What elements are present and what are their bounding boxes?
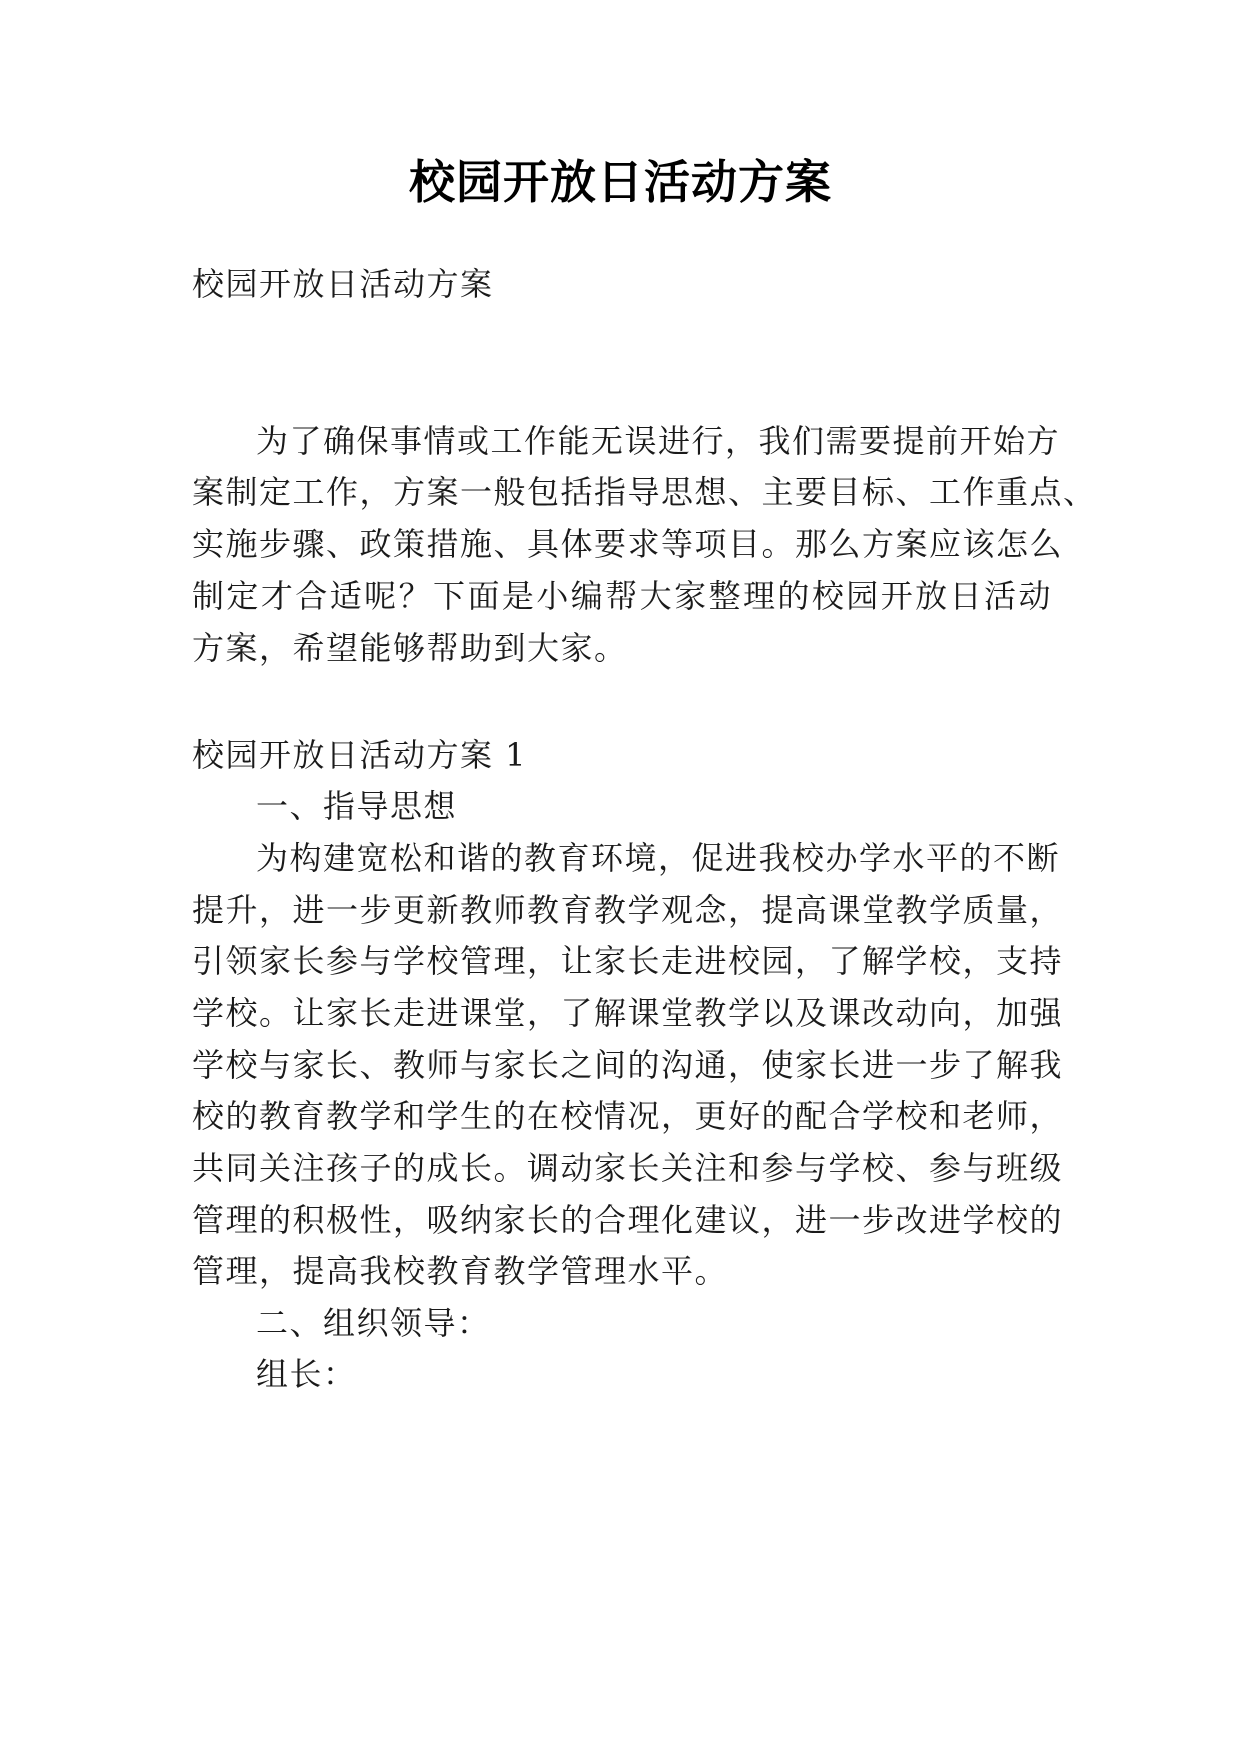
part1-line-5: 学校与家长、教师与家长之间的沟通，使家长进一步了解我 [192,1046,1064,1084]
part2-heading: 二、组织领导： [256,1304,491,1342]
intro-line-3: 实施步骤、政策措施、具体要求等项目。那么方案应该怎么 [192,525,1064,563]
intro-line-2: 案制定工作，方案一般包括指导思想、主要目标、工作重点、 [192,473,1097,511]
intro-line-1: 为了确保事情或工作能无误进行，我们需要提前开始方 [256,422,1061,460]
part1-line-4: 学校。让家长走进课堂，了解课堂教学以及课改动向，加强 [192,994,1064,1032]
section-heading: 校园开放日活动方案 1 [192,736,528,774]
part1-line-2: 提升，进一步更新教师教育教学观念，提高课堂教学质量， [192,891,1064,929]
group-leader-label: 组长： [256,1355,357,1393]
part1-heading: 一、指导思想 [256,787,458,825]
part1-line-3: 引领家长参与学校管理，让家长走进校园，了解学校，支持 [192,942,1064,980]
intro-line-4: 制定才合适呢？下面是小编帮大家整理的校园开放日活动 [192,577,1052,615]
part1-line-6: 校的教育教学和学生的在校情况，更好的配合学校和老师， [192,1097,1064,1135]
document-subtitle: 校园开放日活动方案 [192,265,494,303]
intro-line-5: 方案，希望能够帮助到大家。 [192,629,628,667]
part1-line-1: 为构建宽松和谐的教育环境，促进我校办学水平的不断 [256,839,1061,877]
document-title: 校园开放日活动方案 [409,155,832,209]
part1-line-8: 管理的积极性，吸纳家长的合理化建议，进一步改进学校的 [192,1201,1064,1239]
part1-line-9: 管理，提高我校教育教学管理水平。 [192,1252,729,1290]
part1-line-7: 共同关注孩子的成长。调动家长关注和参与学校、参与班级 [192,1149,1064,1187]
